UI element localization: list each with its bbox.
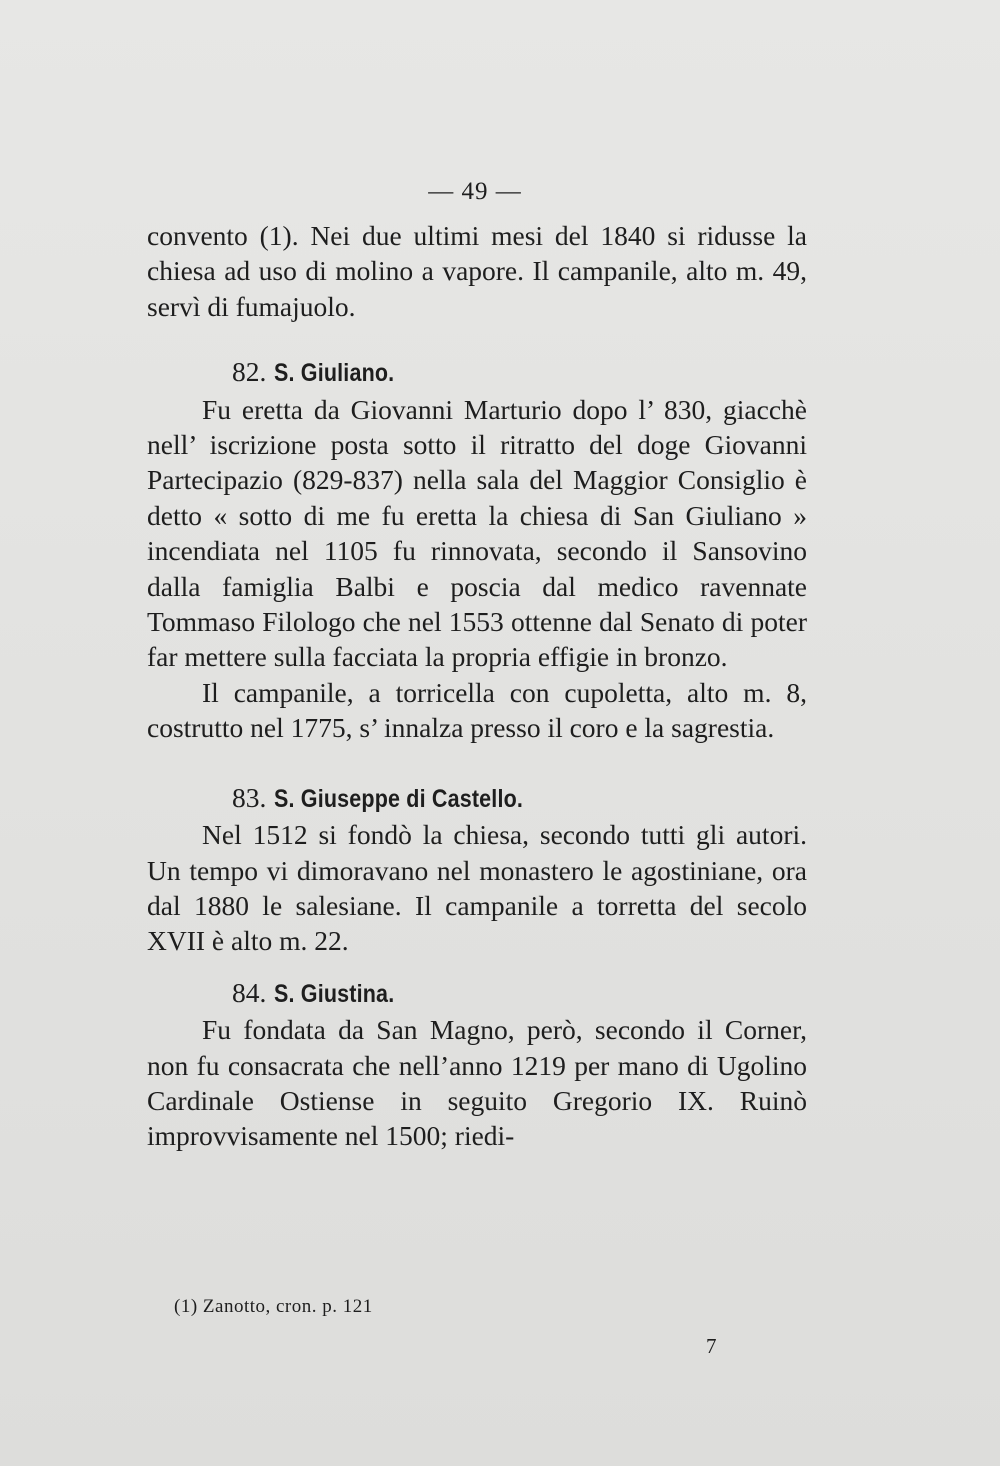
section-number: 83. bbox=[232, 781, 267, 813]
section-heading-83 bbox=[147, 780, 807, 817]
paragraph-giuliano-campanile: Il campanile, a torricella con cupoletta, alto m. 8, costrutto nel 1775, s’ innalza presso il coro e la sagrestia. bbox=[147, 676, 807, 744]
footnote: (1) Zanotto, cron. p. 121 bbox=[174, 1296, 373, 1317]
section-number: 84. bbox=[232, 976, 267, 1008]
body-text bbox=[147, 218, 807, 1154]
section-heading-84 bbox=[147, 975, 807, 1012]
page-number: — 49 — bbox=[428, 178, 522, 205]
paragraph-giustina: Fu fondata da San Magno, però, secondo il Corner, non fu consacrata che nell’anno 1219 per mano di Ugolino Cardinale Ostiense in seguito Gregorio IX. Ruinò improvvisamente nel 1500; riedi- bbox=[147, 1014, 807, 1152]
paragraph-giuliano-history: Fu eretta da Giovanni Marturio dopo l’ 830, giacchè nell’ iscrizione posta sotto il ritratto del doge Giovanni Partecipazio (829-837) nella sala del Maggior Consiglio è detto « sotto di me fu eretta la chiesa di San Giuliano » incendiata nel 1105 fu rinnovata, secondo il Sansovino dalla famiglia Balbi e poscia dal medico ravennate Tommaso Filologo che nel 1553 ottenne dal Senato di poter far mettere sulla facciata la propria effigie in bronzo. bbox=[147, 393, 807, 673]
section-number: 82. bbox=[232, 356, 267, 388]
section-title: S. Giuliano. bbox=[274, 359, 395, 388]
section-title: S. Giuseppe di Castello. bbox=[274, 784, 524, 813]
paragraph-giuseppe: Nel 1512 si fondò la chiesa, secondo tutti gli autori. Un tempo vi dimoravano nel monastero le agostiniane, ora dal 1880 le salesiane. Il campanile a torretta del secolo XVII è alto m. 22. bbox=[147, 819, 807, 957]
section-title: S. Giustina. bbox=[274, 979, 395, 1008]
signature-mark: 7 bbox=[706, 1334, 717, 1358]
section-heading-82 bbox=[147, 354, 807, 391]
paragraph-continuation: convento (1). Nei due ultimi mesi del 1840 si ridusse la chiesa ad uso di molino a vapore. Il campanile, alto m. 49, servì di fumajuolo. bbox=[147, 220, 807, 322]
